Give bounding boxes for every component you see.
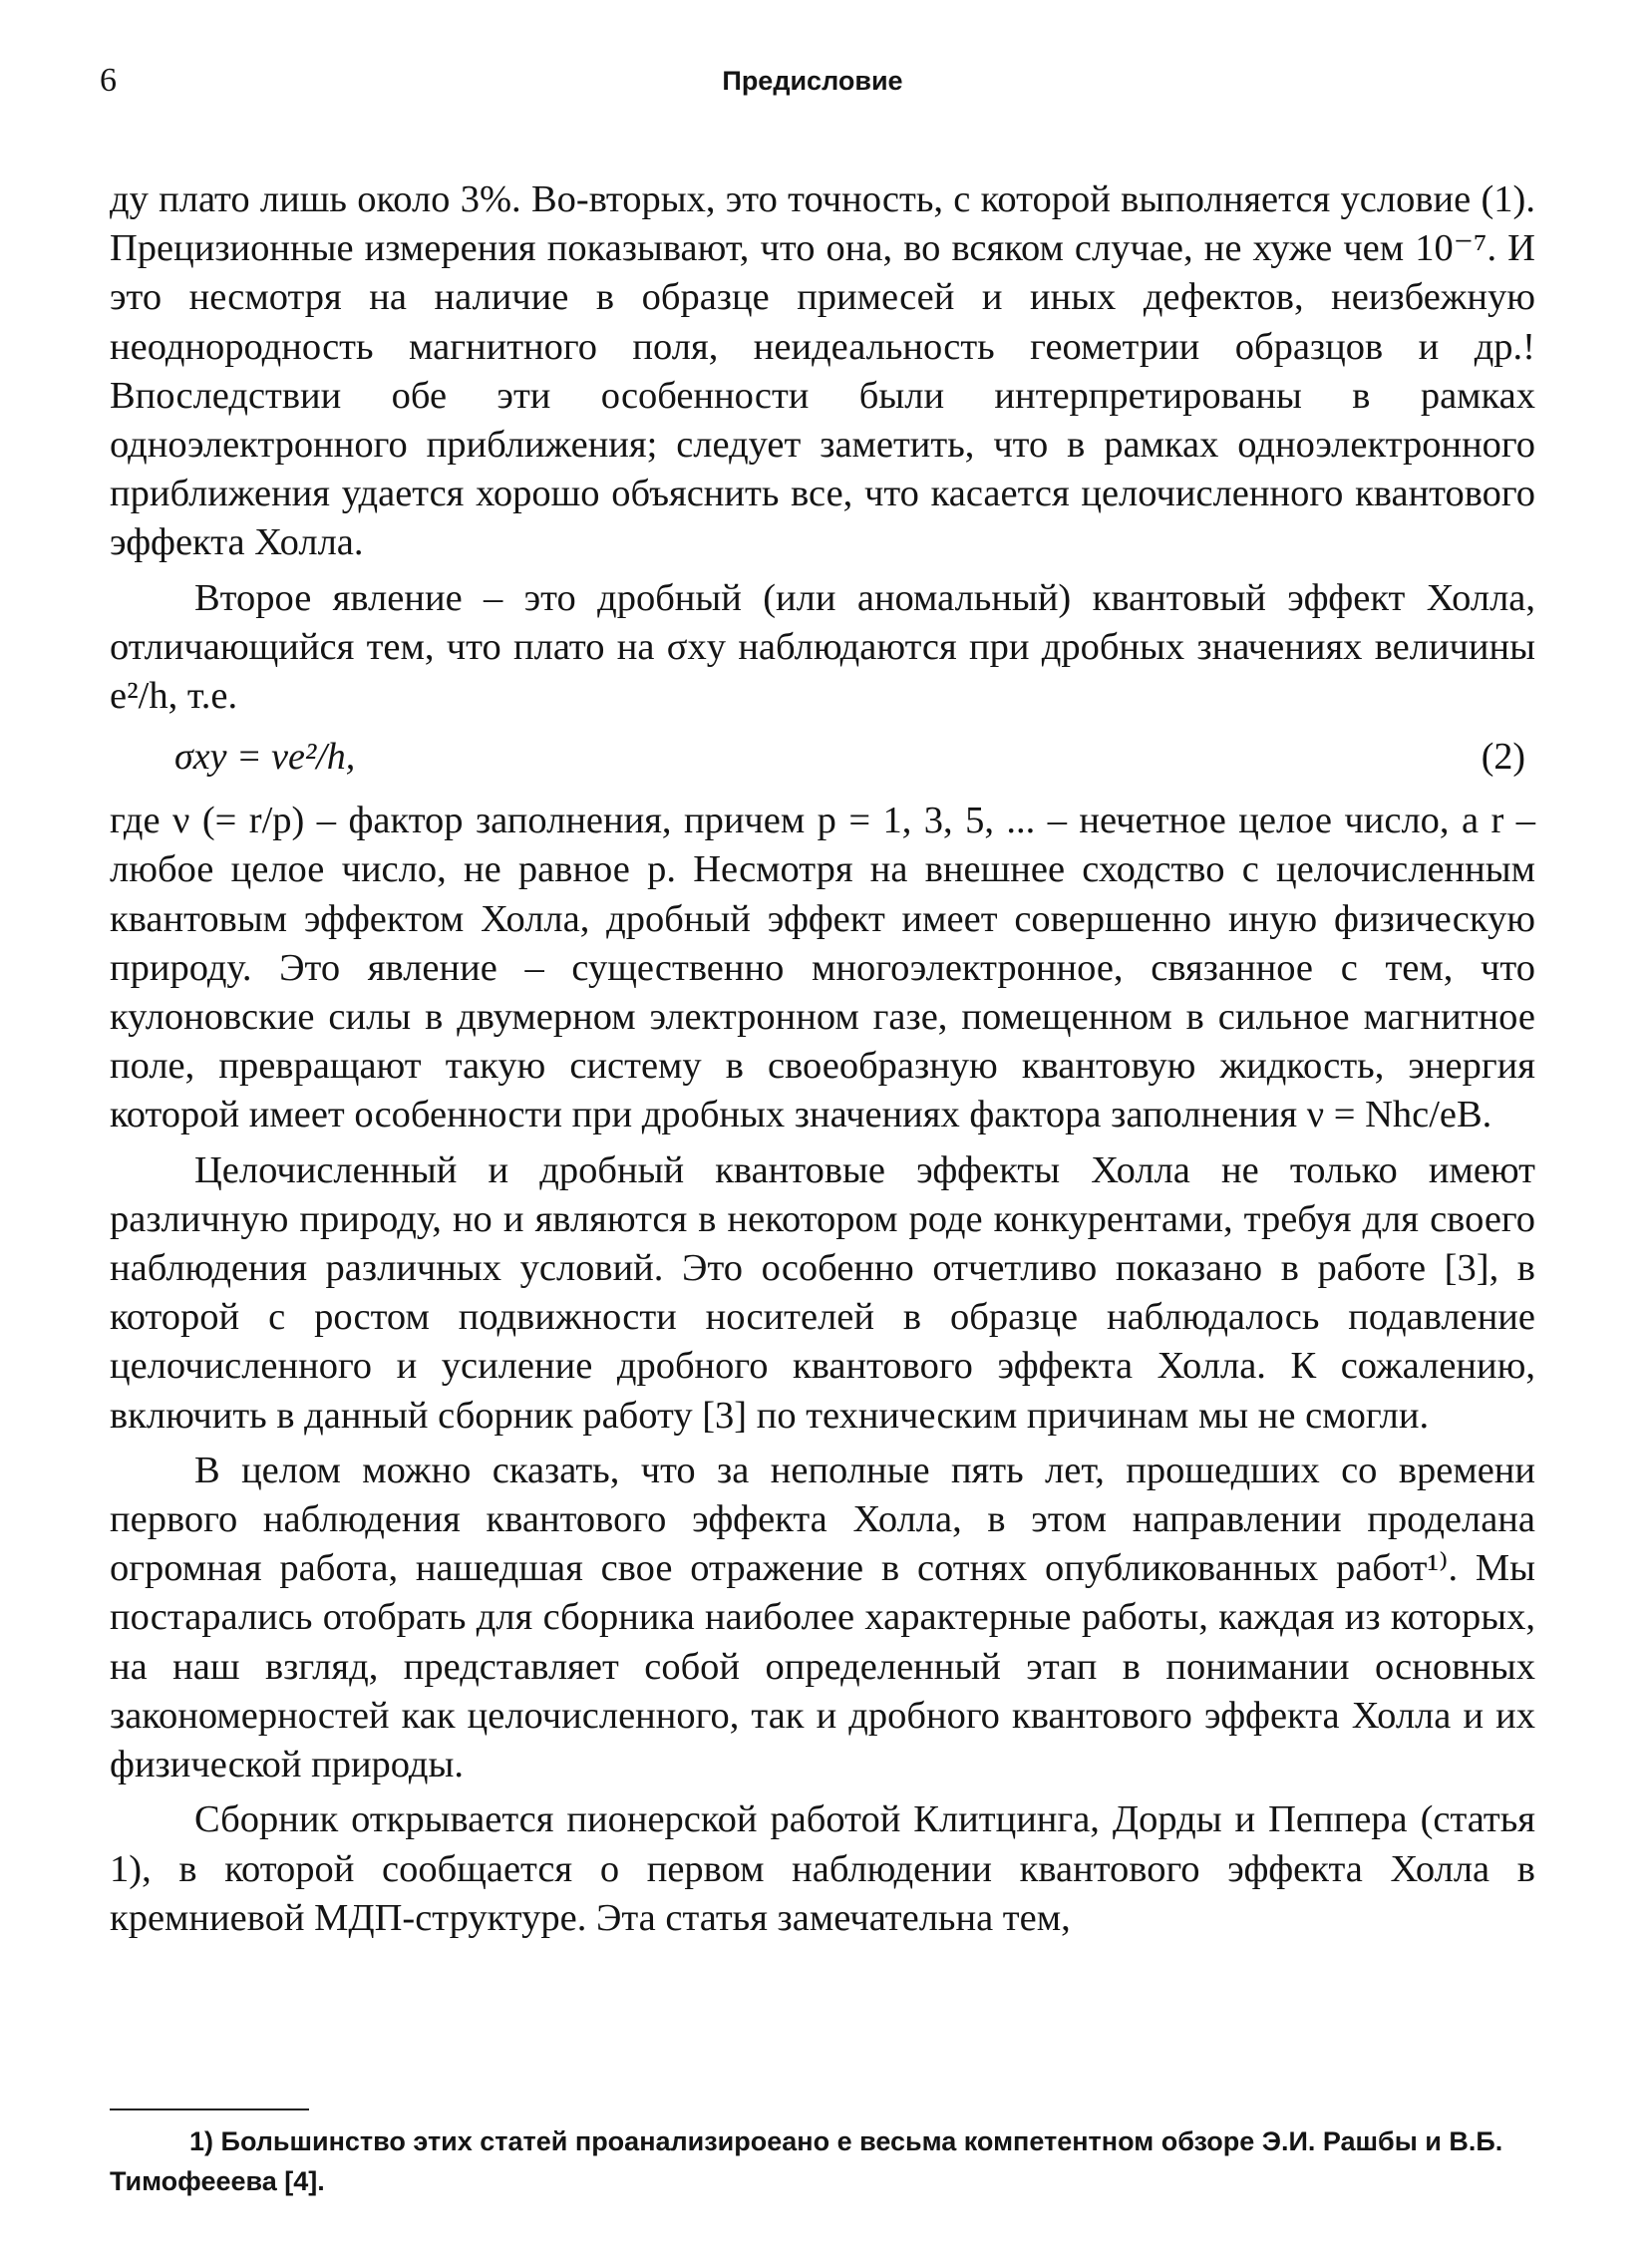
running-title: Предисловие [722, 66, 903, 96]
equation-number: (2) [1481, 736, 1525, 779]
paragraph-2: Второе явление – это дробный (или аномальный) квантовый эффект Холла, отличающийся тем, что плато на σxy наблюдаются при дробных значениях величины e²/h, т.е. [110, 576, 1535, 718]
paragraph-6: Сборник открывается пионерской работой Клитцинга, Дорды и Пеппера (статья 1), в которой сообщается о первом наблюдении квантового эффекта Холла в кремниевой МДП-структуре. Эта статья замечательна тем, [110, 1798, 1535, 1939]
paragraph-4: Целочисленный и дробный квантовые эффекты Холла не только имеют различную природу, но и являются в некотором роде конкурентами, требуя для своего наблюдения различных условий. Это особенно отчетливо показано в работе [3], в которой с ростом подвижности носителей в образце наблюдалось подавление целочисленного и усиление дробного квантового эффекта Холла. К сожалению, включить в данный сборник работу [3] по техническим причинам мы не смогли. [110, 1148, 1535, 1437]
footnote-rule [110, 2108, 309, 2110]
equation-formula: σxy = νe²/h, [174, 736, 356, 779]
footnote-text: Большинство этих статей проанализироеано е весьма компетентном обзоре Э.И. Рашбы и В.Б. Тимофееева [4]. [110, 2126, 1503, 2196]
page-number: 6 [100, 62, 117, 99]
footnote [110, 2121, 1535, 2201]
paragraph-5: В целом можно сказать, что за неполные пять лет, прошедших со времени первого наблюдения квантового эффекта Холла, в этом направлении проделана огромная работа, нашедшая свое отражение в сотнях опубликованных работ¹⁾. Мы постарались отобрать для сборника наиболее характерные работы, каждая из которых, на наш взгляд, представляет собой определенный этап в понимании основных закономерностей как целочисленного, так и дробного квантового эффекта Холла и их физической природы. [110, 1449, 1535, 1786]
footnote-marker: 1) [189, 2126, 214, 2156]
paragraph-3: где ν (= r/p) – фактор заполнения, причем p = 1, 3, 5, ... – нечетное целое число, а r – любое целое число, не равное p. Несмотря на внешнее сходство с целочисленным квантовым эффектом Холла, дробный эффект имеет совершенно иную физическую природу. Это явление – существенно многоэлектронное, связанное с тем, что кулоновские силы в двумерном электронном газе, помещенном в сильное магнитное поле, превращают такую систему в своеобразную квантовую жидкость, энергия которой имеет особенности при дробных значениях фактора заполнения ν = Nhc/eB. [110, 800, 1535, 1136]
paragraph-1: ду плато лишь около 3%. Во-вторых, это точность, с которой выполняется условие (1). Прецизионные измерения показывают, что она, во всяком случае, не хуже чем 10⁻⁷. И это несмотря на наличие в образце примесей и иных дефектов, неизбежную неоднородность магнитного поля, неидеальность геометрии образцов и др.! Впоследствии обе эти особенности были интерпретированы в рамках одноэлектронного приближения; следует заметить, что в рамках одноэлектронного приближения удается хорошо объяснить все, что касается целочисленного квантового эффекта Холла. [110, 178, 1535, 564]
equation-2 [110, 729, 1535, 791]
body-text [110, 175, 1535, 1943]
page-header [100, 62, 1525, 112]
